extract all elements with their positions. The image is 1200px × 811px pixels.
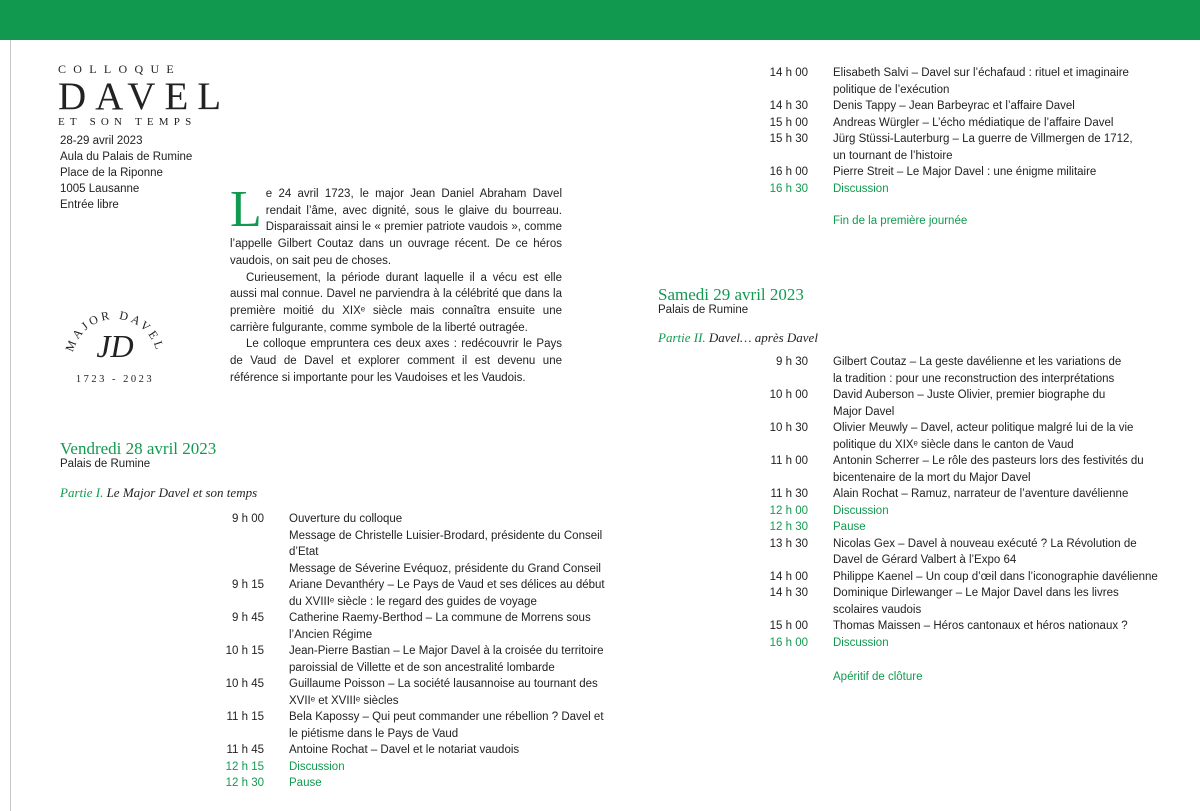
session-time: 16 h 30 [769,182,808,195]
session-description [833,536,1137,569]
day1-place: Palais de Rumine [60,458,151,470]
session-line: Davel de Gérard Valbert à l’Expo 64 [833,554,1017,566]
schedule-row [742,536,1158,569]
session-time: 11 h 30 [770,488,808,500]
session-line: un tournant de l’histoire [833,149,953,162]
session-description [833,131,1133,164]
session-time: 10 h 45 [225,678,264,690]
day2-part-title: Davel… après Davel [708,330,818,345]
schedule-row [742,354,1158,387]
schedule-row [198,775,605,792]
day1-title: Vendredi 28 avril 2023 [60,439,217,458]
session-line: Pause [289,777,322,789]
session-time: 11 h 45 [226,744,264,756]
session-time: 15 h 00 [769,116,808,129]
session-description [833,618,1128,635]
session-description [289,709,604,742]
event-info [60,133,192,213]
session-description [833,635,889,652]
session-description [833,503,889,520]
session-time: 9 h 45 [232,612,264,624]
session-line: Pierre Streit – Le Major Davel : une énigme militaire [833,166,1097,178]
logo-davel: DAVEL [58,75,231,118]
session-time: 9 h 00 [232,513,264,525]
session-line: David Auberson – Juste Olivier, premier biographe du [833,389,1106,401]
session-description [289,759,345,776]
day1-part-number: Partie I. [60,485,104,500]
session-time: 12 h 30 [225,777,264,789]
session-line: Discussion [289,760,345,773]
schedule-row [742,486,1158,503]
session-description [833,115,1113,132]
logo-colloque: COLLOQUE [58,62,182,76]
schedule-row [198,759,605,776]
schedule-row [198,676,605,709]
session-description [833,164,1096,181]
day2-title: Samedi 29 avril 2023 [658,285,804,304]
session-time: 12 h 00 [769,504,808,517]
schedule-row [742,115,1133,132]
schedule-row [198,709,605,742]
session-line: Denis Tappy – Jean Barbeyrac et l’affaire Davel [833,100,1075,112]
session-line: Guillaume Poisson – La société lausannoise au tournant des [289,678,598,690]
schedule-row [742,635,1158,652]
schedule-row [198,742,605,759]
schedule-row [742,569,1158,586]
schedule-row [742,585,1158,618]
schedule-row [742,164,1133,181]
session-description [289,643,603,676]
schedule-row [742,131,1133,164]
session-description [833,486,1128,503]
event-entry: Entrée libre [60,199,119,211]
session-description [289,742,519,759]
day1-part-title: Le Major Davel et son temps [106,485,258,500]
colloque-logo [58,62,231,128]
day1-end-note: Fin de la première journée [833,215,968,227]
major-davel-seal [55,290,175,400]
session-time: 9 h 15 [232,579,264,591]
session-time: 12 h 15 [225,760,264,773]
event-street: Place de la Riponne [60,167,163,179]
session-line: Ariane Devanthéry – Le Pays de Vaud et ses délices au début [289,579,605,591]
schedule-row [742,503,1158,520]
session-description [833,519,866,536]
schedule-row [742,453,1158,486]
session-line: Catherine Raemy-Berthod – La commune de Morrens sous [289,612,591,624]
session-description [289,610,591,643]
event-dates: 28-29 avril 2023 [60,135,143,147]
session-line: le piétisme dans le Pays de Vaud [289,727,459,740]
session-line: scolaires vaudois [833,603,922,616]
page-gutter-line [10,40,11,811]
session-line: Jürg Stüssi-Lauterburg – La guerre de Villmergen de 1712, [833,133,1133,145]
session-description [833,65,1129,98]
day2-place: Palais de Rumine [658,304,749,316]
top-green-bar [0,0,1200,40]
session-time: 10 h 00 [769,389,808,401]
session-description [289,577,605,610]
session-line: Bela Kapossy – Qui peut commander une rébellion ? Davel et [289,711,604,723]
day2-part-number: Partie II. [658,330,706,345]
session-description [289,775,322,792]
session-description [833,387,1105,420]
session-line: XVIIᵉ et XVIIIᵉ siècles [289,694,399,707]
session-line: Gilbert Coutaz – La geste davélienne et les variations de [833,356,1122,368]
session-line: Elisabeth Salvi – Davel sur l’échafaud : rituel et imaginaire [833,67,1129,79]
intro-paragraph-1: e 24 avril 1723, le major Jean Daniel Abraham Davel rendait l’âme, avec dignité, sous le glaive du bourreau. Disparaissait ainsi le « premier patriote vaudois », comme l’appelle Gilbert Coutaz dans un ouvrage récent. De ce héros vaudois, on sait peu de choses. [230,188,562,267]
session-description [833,98,1075,115]
session-line: la tradition : pour une reconstruction des interprétations [833,372,1115,385]
session-time: 12 h 30 [769,521,808,533]
session-time: 15 h 30 [769,133,808,145]
session-description [833,354,1121,387]
session-line: l’Ancien Régime [289,628,373,641]
session-line: Thomas Maissen – Héros cantonaux et héros nationaux ? [833,620,1128,632]
session-time: 16 h 00 [769,636,808,649]
seal-monogram: JD [96,328,134,364]
session-description [833,569,1158,586]
session-line: paroissial de Villette et de son ancestralité lombarde [289,661,555,674]
drop-cap: L [230,181,262,238]
logo-et-son-temps: ET SON TEMPS [58,116,197,128]
session-line: Antonin Scherrer – Le rôle des pasteurs lors des festivités du [833,455,1144,467]
session-line: Discussion [833,182,889,195]
event-venue: Aula du Palais de Rumine [60,151,193,163]
session-line: Discussion [833,636,889,649]
session-description [289,676,598,709]
session-time: 15 h 00 [769,620,808,632]
session-line: Olivier Meuwly – Davel, acteur politique malgré lui de la vie [833,422,1134,434]
session-time: 9 h 30 [776,356,808,368]
session-line: politique de l’exécution [833,83,950,96]
intro-text [230,181,562,386]
session-line: Pause [833,521,866,533]
session-line: Message de Séverine Evéquoz, présidente du Grand Conseil [289,562,601,575]
day1-schedule [198,511,605,792]
session-line: Alain Rochat – Ramuz, narrateur de l’aventure davélienne [833,488,1129,500]
session-line: Ouverture du colloque [289,513,403,525]
session-line: Nicolas Gex – Davel à nouveau exécuté ? La Révolution de [833,537,1137,550]
schedule-row [742,420,1158,453]
session-line: Antoine Rochat – Davel et le notariat vaudois [289,744,520,756]
session-time: 11 h 15 [226,711,264,723]
seal-text: MAJOR DAVEL [62,307,168,354]
session-time: 10 h 30 [769,422,808,434]
session-line: Dominique Dirlewanger – Le Major Davel dans les livres [833,587,1119,599]
session-description [833,453,1144,486]
session-line: Jean-Pierre Bastian – Le Major Davel à la croisée du territoire [289,645,604,657]
session-time: 14 h 00 [769,67,808,79]
session-line: bicentenaire de la mort du Major Davel [833,471,1031,484]
day1-afternoon-schedule [742,65,1133,197]
session-line: politique du XIXᵉ siècle dans le canton de Vaud [833,438,1074,451]
seal-years: 1723 - 2023 [75,374,155,385]
session-line: Message de Christelle Luisier-Brodard, présidente du Conseil [289,529,603,542]
session-description [833,585,1119,618]
session-time: 10 h 15 [225,645,264,657]
session-line: Philippe Kaenel – Un coup d’œil dans l’iconographie davélienne [833,570,1158,583]
day2-end-note: Apéritif de clôture [833,671,923,683]
session-time: 14 h 00 [769,570,808,583]
schedule-row [198,577,605,610]
event-city: 1005 Lausanne [60,183,140,195]
schedule-row [742,387,1158,420]
session-description [833,420,1133,453]
session-line: d’Etat [289,546,319,558]
day2-part [658,330,818,346]
session-time: 16 h 00 [769,166,808,178]
session-time: 11 h 00 [770,455,808,467]
session-line: Discussion [833,504,889,517]
intro-paragraph-2: Curieusement, la période durant laquelle il a vécu est elle aussi mal connue. Davel ne parviendra à la célébrité que dans la première moitié du XIXᵉ siècle mais connaîtra ensuite une carrière fulgurante, comme symbole de la liberté outragée. [230,271,562,334]
schedule-row [198,511,605,577]
session-time: 14 h 30 [769,587,808,599]
intro-paragraph-3: Le colloque empruntera ces deux axes : redécouvrir le Pays de Vaud de Davel et explorer comment il est devenu une référence si importante pour les Vaudoises et les Vaudois. [230,338,562,384]
session-time: 14 h 30 [769,100,808,112]
session-description [289,511,602,577]
schedule-row [742,618,1158,635]
schedule-row [742,65,1133,98]
schedule-row [198,610,605,643]
schedule-row [742,98,1133,115]
session-time: 13 h 30 [769,537,808,550]
schedule-row [198,643,605,676]
session-description [833,181,889,198]
session-line: du XVIIIᵉ siècle : le regard des guides de voyage [289,595,537,608]
day1-part [60,485,257,501]
session-line: Major Davel [833,405,895,418]
session-line: Andreas Würgler – L’écho médiatique de l’affaire Davel [833,116,1114,129]
day2-schedule [742,354,1158,651]
schedule-row [742,181,1133,198]
schedule-row [742,519,1158,536]
